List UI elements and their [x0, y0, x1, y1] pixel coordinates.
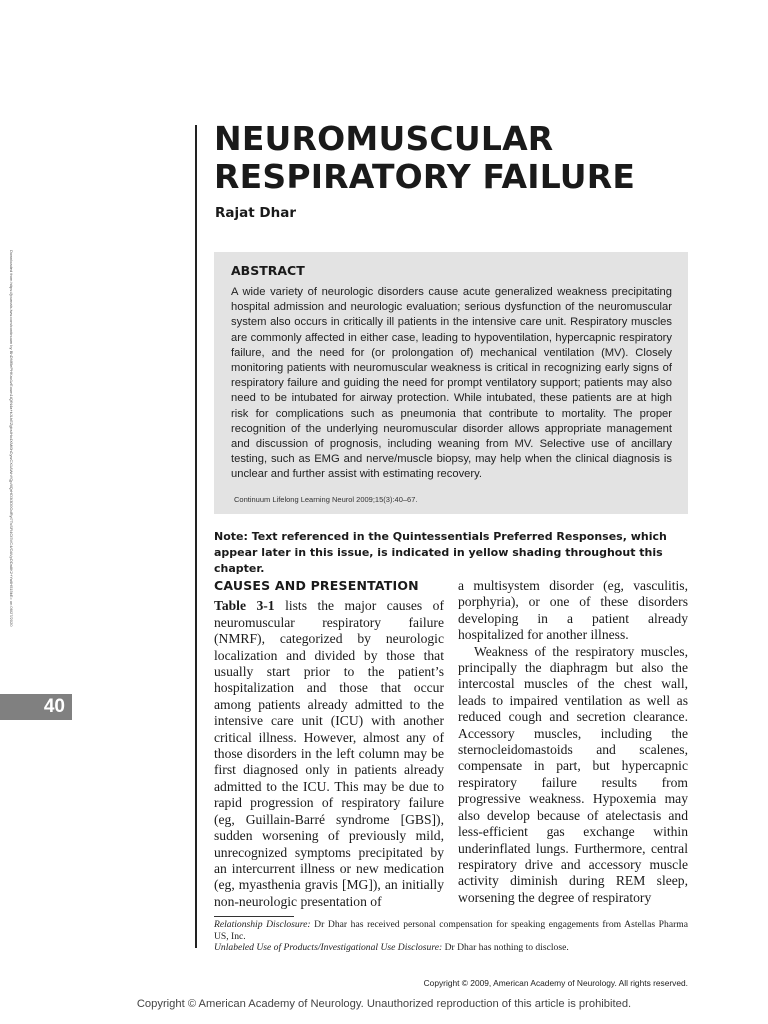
unlabeled-use-text: Dr Dhar has nothing to disclose. — [442, 942, 569, 953]
table-reference-link[interactable]: Table 3-1 — [214, 598, 275, 614]
page-number-tab: 40 — [0, 694, 72, 720]
relationship-disclosure-label: Relationship Disclosure: — [214, 919, 311, 930]
reproduction-notice: Copyright © American Academy of Neurology. Unauthorized reproduction of this article is prohibited. — [136, 998, 632, 1010]
left-column — [214, 576, 444, 910]
right-paragraph-2: Weakness of the respiratory muscles, principally the diaphragm but also the intercostal muscles of the chest wall, leads to impaired ventilation as well as reduced cough and secretion clearance. Accessory muscles, including the sternocleidomastoids and scalenes, compensate in part, but hypercapnic respiratory failure results from progressive weakness. Hypoxemia may also develop because of atelectasis and less-efficient gas exchange within underinflated lungs. Furthermore, central respiratory drive and accessory muscle activity diminish during REM sleep, worsening the degree of respiratory — [458, 643, 688, 905]
quintessentials-note: Note: Text referenced in the Quintessentials Preferred Responses, which appear later in this issue, is indicated in yellow shading throughout this chapter. — [214, 530, 667, 575]
citation: Continuum Lifelong Learning Neurol 2009;15(3):40–67. — [234, 494, 418, 504]
left-paragraph — [214, 598, 444, 910]
article-title — [214, 120, 635, 196]
copyright-line: Copyright © 2009, American Academy of Neurology. All rights reserved. — [423, 978, 688, 988]
abstract-heading: ABSTRACT — [231, 263, 305, 278]
right-column — [458, 578, 688, 906]
relationship-disclosure-text: Dr Dhar has received personal compensation for speaking engagements from Astellas Pharma US, Inc. — [214, 919, 688, 942]
download-watermark: Downloaded from https://journals.lww.com/continuum by BhDMf5ePHKav1zEoum1tQfN4a+kJLhEZgbsIHo4XMi0hCywCX1AWnYQp/IlQrHD3i3D0OdRyi7TvSFl4Cf3VC4/OAVpDDa8K2+Ya6H515kE= on 06/27/2020 — [9, 250, 14, 627]
right-paragraph-1: a multisystem disorder (eg, vasculitis, porphyria), or one of these disorders developing in a patient already hospitalized for another illness. — [458, 578, 688, 643]
section-heading: CAUSES AND PRESENTATION — [214, 578, 419, 593]
abstract-body: A wide variety of neurologic disorders cause acute generalized weakness precipitating hospital admission and neurologic evaluation; serious dysfunction of the neuromuscular system also occurs in critically ill patients in the intensive care unit. Respiratory muscles are commonly affected in either case, leading to hypoventilation, hypercapnic respiratory failure, and the need for (or prolongation of) mechanical ventilation (MV). Closely monitoring patients with neuromuscular weakness is critical in recognizing early signs of respiratory failure and guiding the need for prompt ventilatory support; patients may also need to be intubated for airway protection. While intubated, these patients are at high risk for complications such as pneumonia that contribute to mortality. The proper recognition of the underlying neuromuscular disorder allows appropriate management and discussion of prognosis, including weaning from MV. Selective use of ancillary testing, such as EMG and nerve/muscle biopsy, may help when the clinical diagnosis is unclear and further assist with estimating recovery. — [231, 286, 672, 481]
abstract-box — [214, 252, 688, 514]
left-paragraph-text: lists the major causes of neuromuscular respiratory failure (NMRF), categorized by neurologic localization and divided by those that usually start prior to the patient’s hospitalization and those that occur among patients already admitted to the intensive care unit (ICU) with another critical illness. However, almost any of those disorders in the left column may be first diagnosed only in patients already admitted to the ICU. This may be due to rapid progression of respiratory failure (eg, Guillain-Barré syndrome [GBS]), sudden worsening of previously mild, unrecognized symptoms precipitated by an intercurrent illness or new medication (eg, myasthenia gravis [MG]), an initially non-neurologic presentation of — [214, 598, 444, 909]
title-line-2: RESPIRATORY FAILURE — [214, 157, 636, 196]
unlabeled-use-disclosure — [214, 942, 688, 954]
footnote-rule — [214, 916, 294, 917]
author-name: Rajat Dhar — [215, 205, 296, 221]
relationship-disclosure — [214, 919, 688, 942]
vertical-rule — [195, 125, 197, 948]
unlabeled-use-label: Unlabeled Use of Products/Investigational Use Disclosure: — [214, 942, 443, 953]
footnotes — [214, 919, 688, 954]
title-line-1: NEUROMUSCULAR — [214, 119, 554, 158]
